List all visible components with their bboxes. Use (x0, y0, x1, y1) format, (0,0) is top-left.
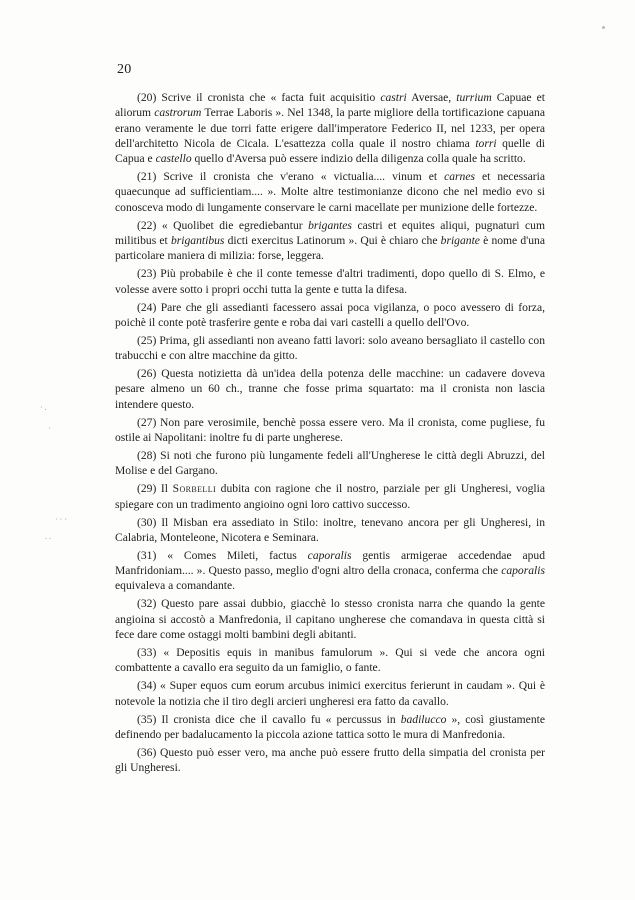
footnote (115, 300, 545, 331)
note-text: (35) Il cronista dice che il cavallo fu « percussus in (137, 712, 401, 726)
footnote (115, 415, 545, 446)
note-text: et necessaria quaecunque ad sufficientiam.... ». Molte altre testimonianze dicono che nel medio evo si conosceva modo di lungamente conservare le carni macellate per munizione delle fortezze. (115, 170, 545, 214)
italic-term: castrorum (154, 106, 202, 120)
note-text: (20) Scrive il cronista che « facta fuit acquisitio (137, 91, 381, 104)
note-text: dicti exercitus Latinorum ». Qui è chiaro che (224, 234, 441, 248)
italic-term: torri (475, 136, 497, 150)
footnote (115, 712, 545, 743)
italic-term: brigantibus (170, 234, 225, 248)
italic-term: caporalis (501, 564, 545, 578)
note-text: castri et equites aliqui, pugnaturi cum militibus et (115, 218, 545, 248)
scan-speck: · . (40, 403, 47, 412)
note-text: », così giustamente definendo per badalucamento la piccola azione tattica sotto le mura di Manfredonia. (115, 712, 545, 741)
note-text: (26) Questa notizietta dà un'idea della potenza delle macchine: un cadavere doveva pesare almeno un 60 ch., tranne che fosse prima squartato: ma il cronista non lascia intendere questo. (115, 367, 545, 411)
page-number: 20 (117, 62, 132, 77)
italic-term: brigante (440, 234, 480, 248)
note-text: (36) Questo può esser vero, ma anche può essere frutto della simpatia del cronista per gli Ungheresi. (115, 745, 545, 775)
note-text: Capuae et aliorum (115, 91, 545, 120)
italic-term: brigantes (308, 218, 352, 232)
note-text: (34) « Super equos cum eorum arcubus inimici exercitus ferierunt in caudam ». Qui è notevole la notizia che il tiro degli arcieri ungheresi era fatto da cavallo. (115, 679, 545, 708)
footnote (115, 745, 545, 776)
note-text: (25) Prima, gli assedianti non aveano fatti lavori: solo aveano bersagliato il castello con trabucchi e con altre macchine da gitto. (115, 333, 545, 363)
note-text: (33) « Depositis equis in manibus famulorum ». Qui si vede che ancora ogni combattente a cavallo era seguito da un famiglio, o fante. (115, 646, 545, 675)
footnote (115, 548, 545, 594)
note-text: (24) Pare che gli assedianti facessero assai poca vigilanza, o poco avessero di forza, poichè il conte potè trasferire gente e roba dai vari castelli a quello dell'Ovo. (115, 300, 545, 329)
footnote (115, 218, 545, 264)
footnote (115, 678, 545, 709)
scan-speck: · (48, 424, 51, 433)
italic-term: castello (155, 152, 192, 166)
note-text: equivaleva a comandante. (115, 579, 236, 593)
footnote (115, 333, 545, 364)
footnote (115, 481, 545, 512)
note-text: è nome d'una particolare maniera di milizia: forse, leggera. (115, 234, 545, 263)
note-text: quello d'Aversa può essere indizio della diligenza colla quale ha scritto. (191, 152, 526, 166)
note-text: (27) Non pare verosimile, benchè possa essere vero. Ma il cronista, come pugliese, fu ostile ai Napolitani: inoltre fu di parte ungherese. (115, 415, 545, 445)
italic-term: castri (380, 91, 407, 104)
note-text: (23) Più probabile è che il conte temesse d'altri tradimenti, dopo quello di S. Elmo, e volesse avere sotto i propri occhi tutta la gente e tutta la difesa. (115, 267, 545, 296)
footnote (115, 515, 545, 546)
footnote (115, 448, 545, 479)
italic-term: badilucco (400, 712, 447, 726)
note-text: (21) Scrive il cronista che v'erano « victualia.... vinum et (137, 170, 445, 184)
scan-speck: . . (45, 532, 51, 541)
footnotes (115, 90, 545, 778)
note-text: (30) Il Misban era assediato in Stilo: inoltre, tenevano ancora per gli Ungheresi, in Calabria, Monteleone, Nicotera e Seminara. (115, 515, 545, 544)
footnote (115, 366, 545, 412)
author-name: Sorbelli (172, 482, 217, 496)
note-text: (22) « Quolibet die egrediebantur (137, 218, 309, 232)
italic-term: carnes (444, 170, 475, 184)
note-text: (32) Questo pare assai dubbio, giacchè lo stesso cronista narra che quando la gente angioina si accostò a Manfredonia, il capitano ungherese che comandava in questa città si fece dare come ostaggi molti bambini degli abitanti. (115, 597, 545, 642)
note-text: Terrae Laboris ». Nel 1348, la parte migliore della tortificazione capuana erano veramente le due torri fatte erigere dall'imperatore Federico II, nel 1233, per opera dell'architetto Nicola de Cicala. L'esattezza colla quale il nostro chiama (115, 106, 545, 150)
note-text: (29) Il (137, 482, 173, 496)
scan-speck (602, 26, 605, 29)
italic-term: caporalis (307, 548, 352, 562)
note-text: (28) Si noti che furono più lungamente fedeli all'Ungherese le città degli Abruzzi, del Molise e del Gargano. (115, 449, 545, 478)
footnote (115, 266, 545, 297)
footnote (115, 596, 545, 642)
footnote (115, 169, 545, 215)
footnote (115, 90, 545, 166)
note-text: quelle di Capua e (115, 136, 545, 166)
note-text: dubita con ragione che il nostro, parziale per gli Ungheresi, voglia spiegare con un tradimento angioino ogni loro cattivo successo. (115, 482, 545, 511)
scan-speck: · · · (55, 515, 67, 524)
note-text: Aversae, (406, 91, 457, 104)
footnote (115, 645, 545, 676)
note-text: (31) « Comes Mileti, factus (137, 548, 308, 562)
note-text: gentis armigerae accedendae apud Manfridoniam.... ». Questo passo, meglio d'ogni altro della cronaca, conferma che (115, 548, 546, 578)
italic-term: turrium (456, 91, 492, 104)
